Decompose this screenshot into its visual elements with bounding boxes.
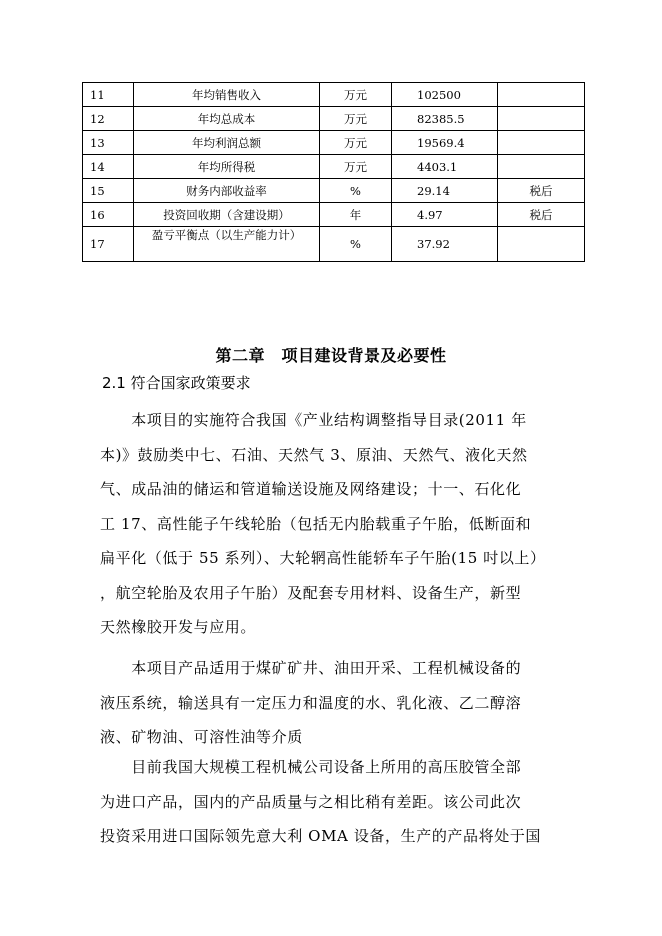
indicator-note — [498, 83, 585, 107]
row-number: 16 — [83, 203, 134, 227]
indicator-unit: 万元 — [320, 155, 392, 179]
indicator-note: 税后 — [498, 179, 585, 203]
indicator-name: 年均销售收入 — [134, 83, 320, 107]
indicator-note: 税后 — [498, 203, 585, 227]
economic-indicators-table — [82, 82, 585, 262]
table-row — [83, 179, 585, 203]
paragraph-line: 为进口产品，国内的产品质量与之相比稍有差距。该公司此次 — [100, 792, 522, 811]
table-row — [83, 155, 585, 179]
table-row — [83, 107, 585, 131]
row-number: 17 — [83, 227, 134, 262]
row-number: 15 — [83, 179, 134, 203]
row-number: 12 — [83, 107, 134, 131]
indicator-name: 财务内部收益率 — [134, 179, 320, 203]
chapter-title: 第二章 项目建设背景及必要性 — [215, 346, 447, 365]
indicator-value: 82385.5 — [392, 107, 498, 131]
indicator-unit: 万元 — [320, 107, 392, 131]
indicator-note — [498, 107, 585, 131]
indicator-note — [498, 131, 585, 155]
paragraph-policy — [100, 403, 560, 645]
indicator-note — [498, 227, 585, 262]
indicator-value: 29.14 — [392, 179, 498, 203]
paragraph-line: 工 17、高性能子午线轮胎（包括无内胎载重子午胎，低断面和 — [100, 514, 532, 533]
paragraph-line: 液压系统，输送具有一定压力和温度的水、乳化液、乙二醇溶 — [100, 693, 522, 712]
row-number: 11 — [83, 83, 134, 107]
indicator-name: 年均总成本 — [134, 107, 320, 131]
indicator-unit: % — [320, 227, 392, 262]
paragraph-market — [100, 750, 560, 854]
table-row — [83, 227, 585, 262]
paragraph-line: 目前我国大规模工程机械公司设备上所用的高压胶管全部 — [100, 758, 522, 776]
indicator-value: 19569.4 — [392, 131, 498, 155]
row-number: 13 — [83, 131, 134, 155]
section-title: 2.1 符合国家政策要求 — [102, 374, 251, 392]
paragraph-line: 液、矿物油、可溶性油等介质 — [100, 728, 303, 746]
paragraph-application — [100, 651, 560, 755]
indicator-name: 年均所得税 — [134, 155, 320, 179]
indicator-value: 102500 — [392, 83, 498, 107]
indicator-name: 盈亏平衡点（以生产能力计） — [134, 227, 320, 262]
indicator-value: 4.97 — [392, 203, 498, 227]
indicator-unit: % — [320, 179, 392, 203]
indicator-name: 年均利润总额 — [134, 131, 320, 155]
indicator-unit: 年 — [320, 203, 392, 227]
indicator-unit: 万元 — [320, 83, 392, 107]
paragraph-line: 本项目的实施符合我国《产业结构调整指导目录(2011 年 — [100, 411, 527, 429]
table-row — [83, 203, 585, 227]
paragraph-line: 本项目产品适用于煤矿矿井、油田开采、工程机械设备的 — [100, 659, 522, 677]
indicator-value: 4403.1 — [392, 155, 498, 179]
table-row — [83, 131, 585, 155]
row-number: 14 — [83, 155, 134, 179]
paragraph-line: 天然橡胶开发与应用。 — [100, 618, 257, 636]
paragraph-line: 扁平化（低于 55 系列）、大轮辋高性能轿车子午胎(15 吋以上） — [100, 549, 546, 567]
paragraph-line: 气、成品油的储运和管道输送设施及网络建设；十一、石化化 — [100, 480, 522, 498]
paragraph-line: 本)》鼓励类中七、石油、天然气 3、原油、天然气、液化天然 — [100, 445, 528, 464]
paragraph-line: ，航空轮胎及农用子午胎）及配套专用材料、设备生产，新型 — [100, 583, 522, 602]
indicator-name: 投资回收期（含建设期） — [134, 203, 320, 227]
indicator-unit: 万元 — [320, 131, 392, 155]
paragraph-line: 投资采用进口国际领先意大利 OMA 设备，生产的产品将处于国 — [100, 827, 542, 845]
indicator-value: 37.92 — [392, 227, 498, 262]
indicator-note — [498, 155, 585, 179]
table-row — [83, 83, 585, 107]
